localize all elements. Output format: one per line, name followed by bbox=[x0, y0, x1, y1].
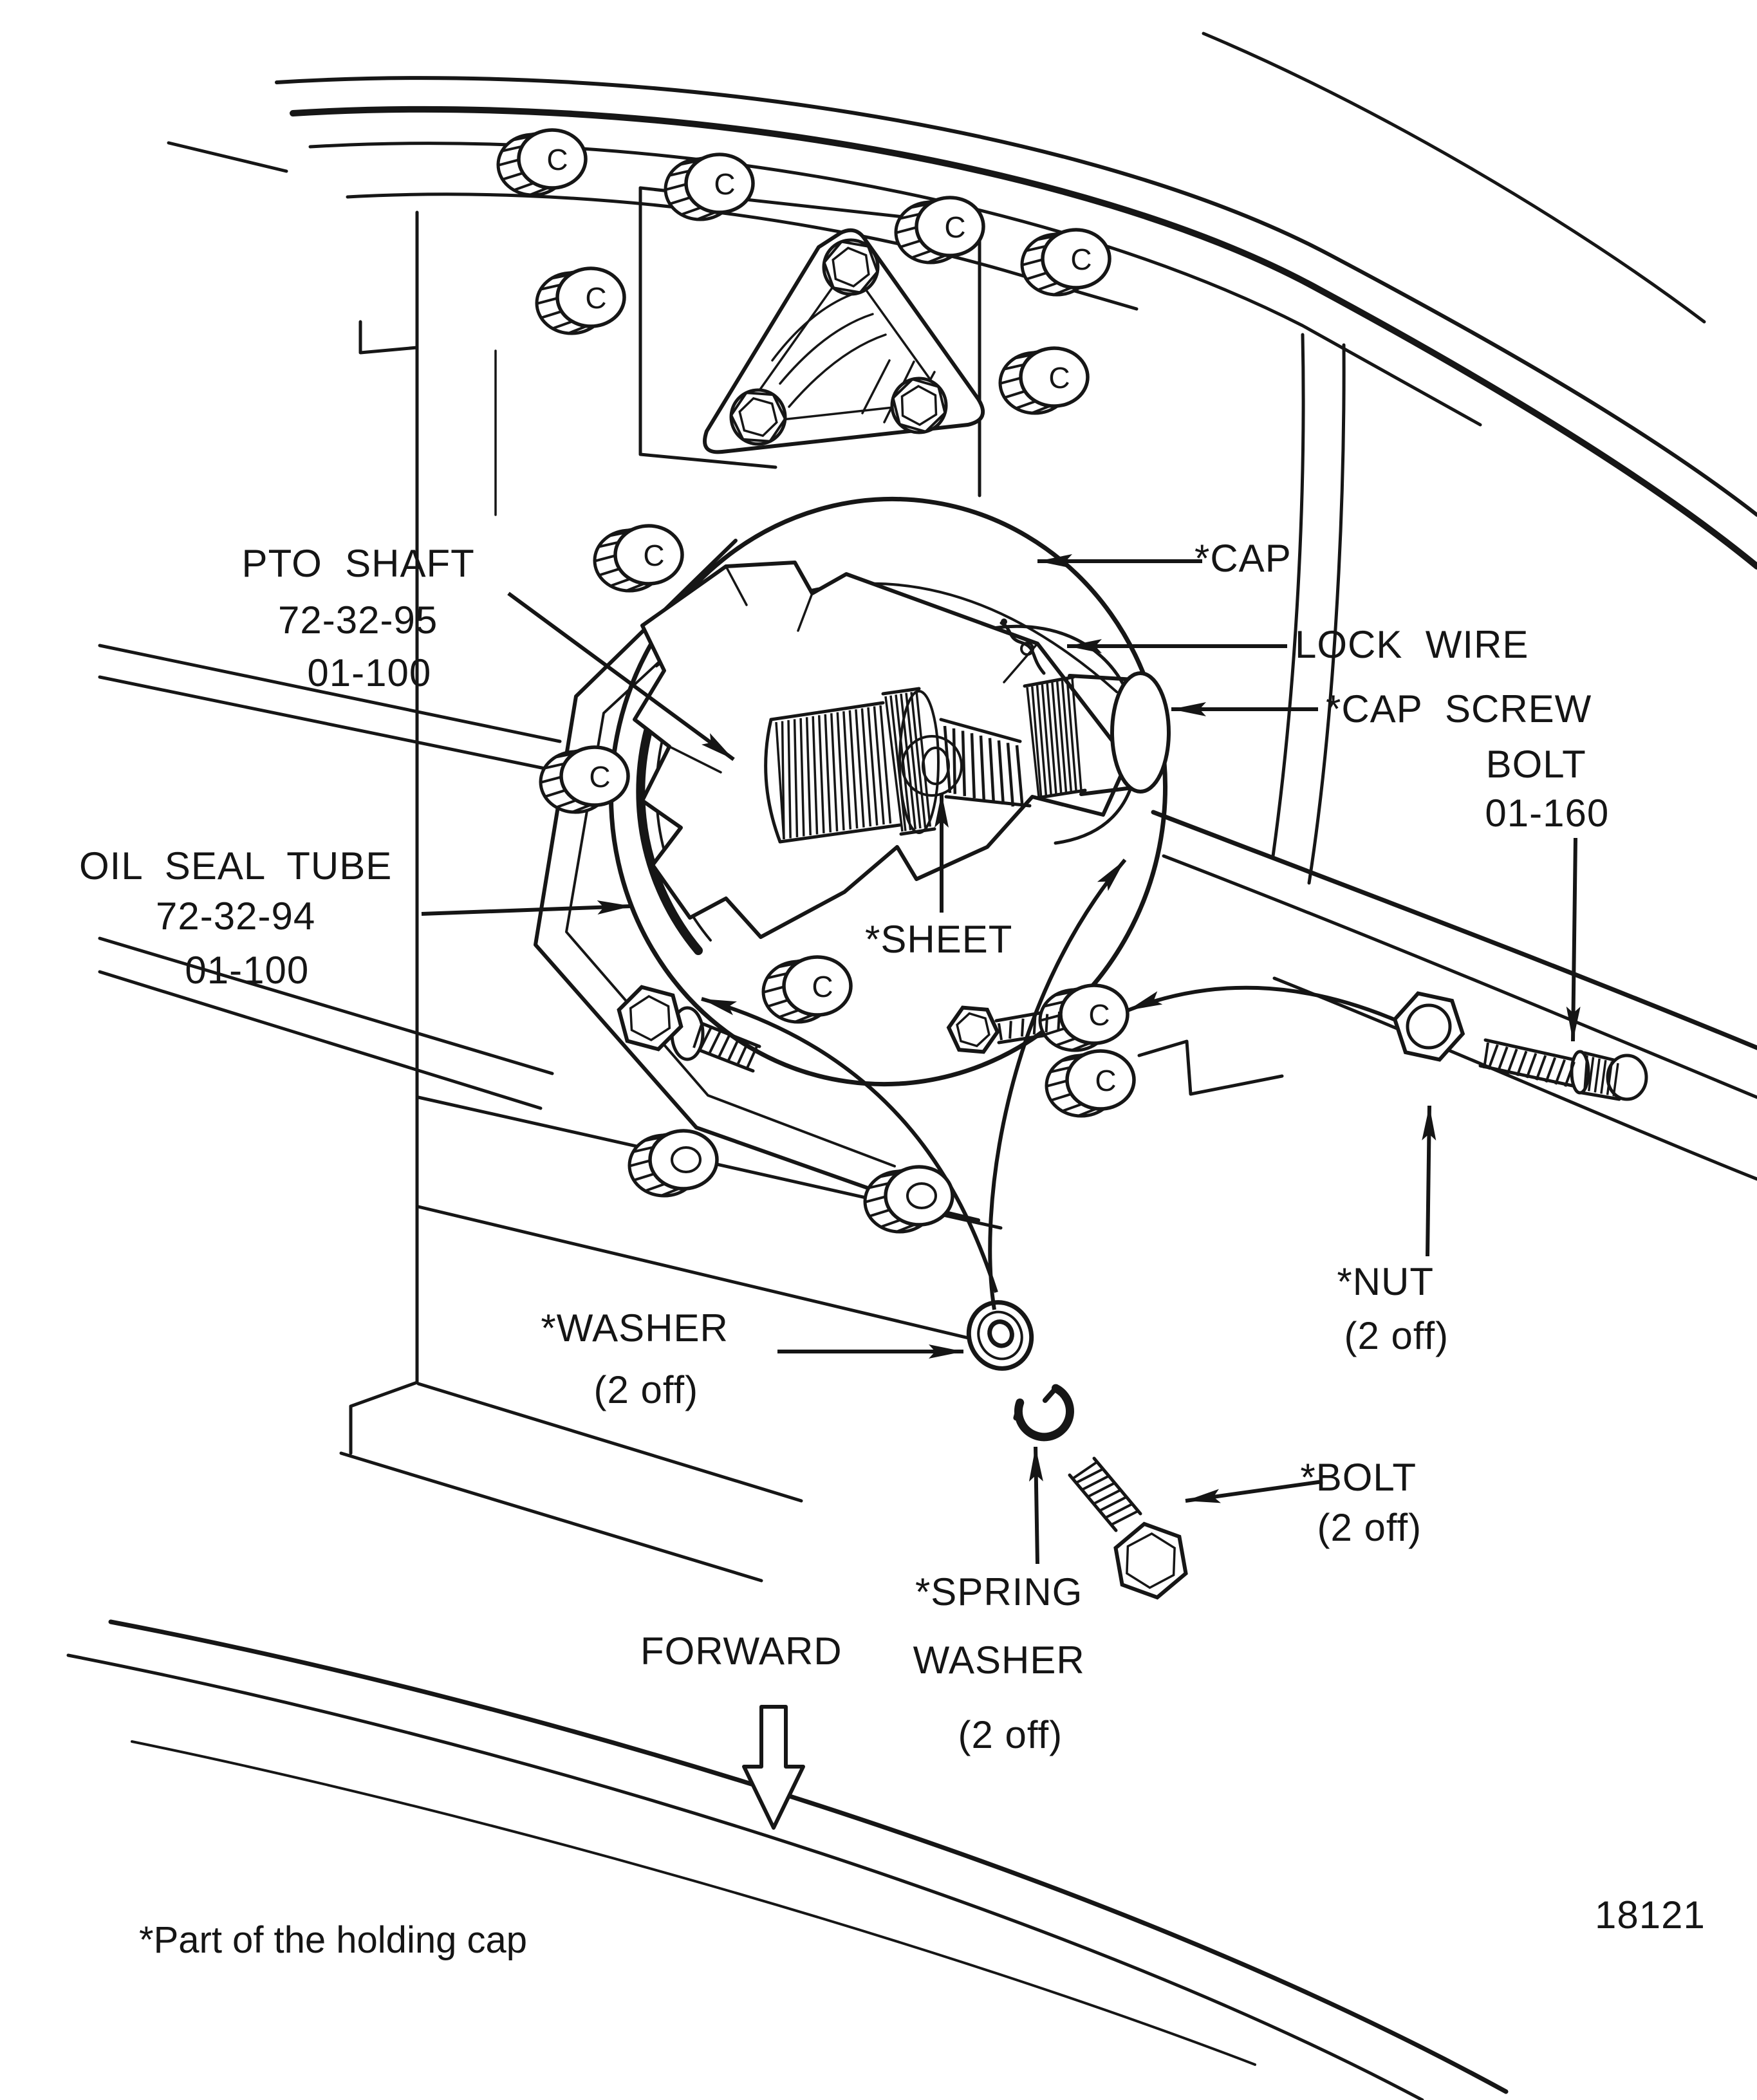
plug-letter: C bbox=[585, 281, 607, 315]
label-oil-seal-tube: OIL SEAL TUBE 72-32-94 01-100 bbox=[79, 844, 393, 992]
label-pto-shaft: PTO SHAFT 72-32-95 01-100 bbox=[241, 542, 474, 694]
plug-letter: C bbox=[812, 970, 833, 1003]
plug-letter: C bbox=[714, 167, 736, 201]
arrow-spring-washer bbox=[1036, 1447, 1037, 1564]
knurled-plug bbox=[1046, 1051, 1134, 1116]
label-nut: *NUT (2 off) bbox=[1337, 1260, 1449, 1357]
knurled-plug bbox=[896, 198, 983, 263]
knurled-plug bbox=[629, 1131, 717, 1196]
label-note: *Part of the holding cap bbox=[139, 1919, 527, 1961]
label-cap-screw: *CAP SCREW bbox=[1326, 687, 1592, 730]
knurled-plug bbox=[541, 747, 628, 812]
nut-hex bbox=[1395, 994, 1463, 1060]
hatch-line bbox=[999, 1023, 1001, 1040]
cover-bolt bbox=[824, 240, 878, 294]
knurled-plug bbox=[865, 1167, 953, 1232]
arrow-oil-seal-tube bbox=[422, 906, 632, 914]
hatch-line bbox=[1518, 1051, 1527, 1075]
label-bolt-2off: *BOLT (2 off) bbox=[1300, 1456, 1422, 1549]
knurled-plug bbox=[537, 268, 624, 333]
knurled-plug bbox=[1000, 348, 1088, 413]
hatch-line bbox=[783, 721, 784, 839]
knurled-plug bbox=[665, 154, 753, 219]
washer-part bbox=[958, 1292, 1042, 1379]
hatch-line bbox=[1058, 1012, 1059, 1030]
label-washer: *WASHER (2 off) bbox=[541, 1306, 729, 1411]
hatch-line bbox=[1556, 1060, 1565, 1084]
hatch-line bbox=[1536, 1055, 1545, 1080]
plug-letter: C bbox=[1088, 998, 1110, 1032]
arrow-nut bbox=[1427, 1106, 1429, 1256]
hatch-line bbox=[1022, 1019, 1023, 1037]
right-rails bbox=[1139, 812, 1757, 1179]
arrow-bolt-01-160 bbox=[1573, 838, 1576, 1041]
cover-bolt bbox=[731, 390, 785, 444]
stud-hex-head bbox=[949, 1008, 998, 1052]
label-lock-wire: LOCK WIRE bbox=[1295, 623, 1529, 666]
bolt-2off-part bbox=[1070, 1458, 1140, 1530]
hatch-line bbox=[1034, 1016, 1036, 1034]
hatch-line bbox=[728, 1039, 738, 1061]
hatch-line bbox=[709, 1032, 720, 1054]
plug-letter: C bbox=[643, 539, 665, 572]
hatch-line bbox=[1498, 1047, 1507, 1072]
knurled-plug bbox=[763, 957, 851, 1022]
label-figure-number: 18121 bbox=[1595, 1893, 1706, 1937]
hatch-line bbox=[1595, 1059, 1599, 1093]
label-bolt-01-160: BOLT 01-160 bbox=[1485, 743, 1610, 835]
plug-letter: C bbox=[589, 760, 611, 794]
hatch-line bbox=[1546, 1057, 1555, 1082]
plug-letter: C bbox=[546, 143, 568, 176]
hatch-line bbox=[719, 1036, 729, 1057]
hatch-line bbox=[738, 1043, 748, 1064]
plug-letter: C bbox=[1070, 243, 1092, 276]
cover-bolt bbox=[892, 378, 946, 432]
hatch-line bbox=[1527, 1054, 1536, 1078]
plug-letter: C bbox=[944, 210, 966, 244]
spring-washer-part bbox=[1011, 1386, 1077, 1445]
engine-casing-structure bbox=[68, 33, 1757, 2100]
hatch-line bbox=[1072, 1462, 1097, 1479]
plug-letter: C bbox=[1095, 1064, 1117, 1097]
knurled-plug bbox=[1022, 230, 1110, 295]
plug-letter: C bbox=[1048, 361, 1070, 395]
label-sheet: *SHEET bbox=[865, 918, 1012, 961]
knurled-plug bbox=[1040, 985, 1128, 1050]
hatch-line bbox=[954, 729, 955, 794]
hatch-line bbox=[1489, 1045, 1498, 1069]
hatch-line bbox=[1046, 1014, 1048, 1033]
hatch-line bbox=[1508, 1049, 1517, 1073]
knurled-plug bbox=[498, 130, 586, 195]
hatch-line bbox=[1010, 1021, 1011, 1038]
label-spring-washer: *SPRING WASHER (2 off) bbox=[913, 1570, 1085, 1756]
forward-arrow bbox=[744, 1707, 803, 1828]
label-forward: FORWARD bbox=[640, 1630, 842, 1673]
label-cap: *CAP bbox=[1195, 537, 1291, 580]
hatch-line bbox=[1601, 1060, 1606, 1093]
bottom-contours bbox=[68, 1622, 1506, 2100]
leader-curve-nut bbox=[1128, 988, 1403, 1023]
knurled-plug bbox=[595, 526, 682, 591]
front-face-edges bbox=[351, 212, 496, 1453]
hatch-line bbox=[963, 731, 965, 796]
